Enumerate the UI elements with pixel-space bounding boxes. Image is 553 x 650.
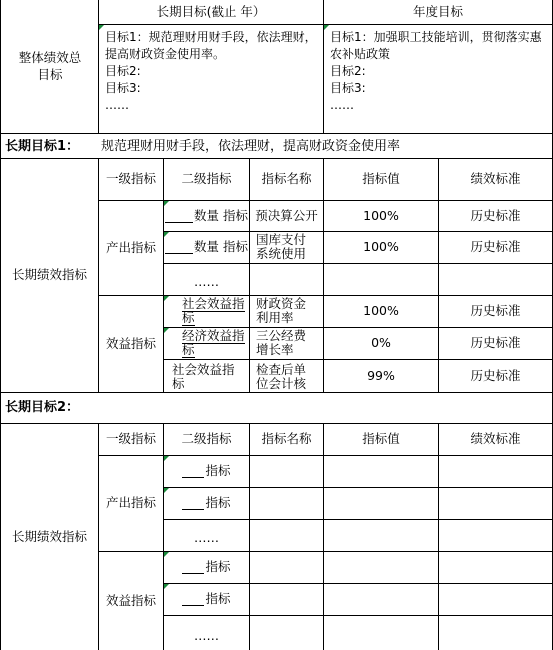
- s1-row5-second-level[interactable]: [163, 328, 249, 360]
- s2-row6-second-level[interactable]: ……: [163, 616, 249, 650]
- s2-row2-name[interactable]: [249, 488, 323, 520]
- long-term-goal-more: ……: [105, 98, 129, 112]
- s2-row2-second-level[interactable]: [163, 488, 249, 520]
- s1-header-indicator-name: 指标名称: [249, 159, 323, 201]
- long-term-goals-cell[interactable]: [98, 25, 323, 133]
- s1-row5-name[interactable]: 三公经费增长率: [249, 328, 323, 360]
- s2-row1-second-level[interactable]: [163, 456, 249, 488]
- blank-underline: [182, 593, 204, 606]
- s2-header-indicator-value: 指标值: [323, 424, 438, 456]
- annual-goal-1: 目标1：加强职工技能培训，贯彻落实惠农补贴政策: [330, 30, 542, 61]
- s1-benefit-indicator-label: 效益指标: [98, 296, 163, 393]
- s1-row2-standard[interactable]: 历史标准: [438, 232, 553, 264]
- s2-row3-name[interactable]: [249, 520, 323, 552]
- s1-header-first-level: 一级指标: [98, 159, 163, 201]
- s2-row5-value[interactable]: [323, 584, 438, 616]
- long-term-goal-header: 长期目标(截止 年）: [98, 0, 323, 25]
- s2-header-second-level: 二级指标: [163, 424, 249, 456]
- s1-row3-second-level[interactable]: ……: [163, 264, 249, 296]
- overall-goal-label: 整体绩效总目标: [18, 50, 82, 82]
- s2-row2-second-text: 指标: [205, 495, 231, 511]
- long-term-goal-1-title: 长期目标1：: [5, 139, 80, 154]
- long-term-goal-3: 目标3:: [105, 81, 141, 95]
- s1-row6-name[interactable]: 检查后单位会计核: [249, 360, 323, 393]
- blank-underline: [182, 497, 204, 510]
- s1-header-second-level: 二级指标: [163, 159, 249, 201]
- s2-row4-second-level[interactable]: [163, 552, 249, 584]
- s1-row1-second-text: 数量 指标: [194, 207, 248, 223]
- s2-row3-value[interactable]: [323, 520, 438, 552]
- annual-goal-3: 目标3:: [330, 81, 366, 95]
- s1-row1-name[interactable]: 预决算公开: [249, 201, 323, 232]
- s1-row3-value[interactable]: [323, 264, 438, 296]
- s1-row2-value[interactable]: 100%: [323, 232, 438, 264]
- s1-row5-standard[interactable]: 历史标准: [438, 328, 553, 360]
- s1-row4-value[interactable]: 100%: [323, 296, 438, 328]
- s2-header-indicator-name: 指标名称: [249, 424, 323, 456]
- s2-row2-standard[interactable]: [438, 488, 553, 520]
- s1-row1-second-level[interactable]: [163, 201, 249, 232]
- section1-side-label: 长期绩效指标: [0, 159, 98, 393]
- s2-row1-standard[interactable]: [438, 456, 553, 488]
- s1-row4-standard[interactable]: 历史标准: [438, 296, 553, 328]
- s2-row6-name[interactable]: [249, 616, 323, 650]
- s1-row3-name[interactable]: [249, 264, 323, 296]
- s2-row1-value[interactable]: [323, 456, 438, 488]
- blank-underline: [165, 210, 193, 223]
- s1-row3-standard[interactable]: [438, 264, 553, 296]
- s1-header-indicator-value: 指标值: [323, 159, 438, 201]
- annual-goal-header: 年度目标: [323, 0, 553, 25]
- s2-row4-name[interactable]: [249, 552, 323, 584]
- blank-underline: [182, 465, 204, 478]
- s1-row6-standard[interactable]: 历史标准: [438, 360, 553, 393]
- s1-row6-value[interactable]: 99%: [323, 360, 438, 393]
- s2-row6-value[interactable]: [323, 616, 438, 650]
- s2-row1-name[interactable]: [249, 456, 323, 488]
- s1-row4-second-text: 社会效益指标: [182, 296, 245, 325]
- annual-goal-more: ……: [330, 98, 354, 112]
- s1-row6-second-level[interactable]: 社会效益指标: [163, 360, 249, 393]
- s1-row4-name[interactable]: 财政资金利用率: [249, 296, 323, 328]
- s1-row1-value[interactable]: 100%: [323, 201, 438, 232]
- s1-row2-name-text: 国库支付系统使用: [256, 232, 307, 261]
- s2-row3-standard[interactable]: [438, 520, 553, 552]
- blank-underline: [182, 561, 204, 574]
- s1-row2-name[interactable]: [249, 232, 323, 264]
- s1-row1-standard[interactable]: 历史标准: [438, 201, 553, 232]
- s2-output-indicator-label: 产出指标: [98, 456, 163, 552]
- s2-header-first-level: 一级指标: [98, 424, 163, 456]
- long-term-goal-2: 目标2:: [105, 64, 141, 78]
- long-term-goal-2-title: 长期目标2：: [5, 400, 80, 415]
- s2-row5-name[interactable]: [249, 584, 323, 616]
- s2-benefit-indicator-label: 效益指标: [98, 552, 163, 650]
- s2-row5-second-text: 指标: [205, 591, 231, 607]
- long-term-goal-1-row: [0, 133, 553, 159]
- long-term-goal-1-description: 规范理财用财手段，依法理财，提高财政资金使用率: [101, 139, 401, 154]
- s1-row4-second-level[interactable]: [163, 296, 249, 328]
- s1-row2-second-level[interactable]: [163, 232, 249, 264]
- s2-header-performance-standard: 绩效标准: [438, 424, 553, 456]
- s2-row4-standard[interactable]: [438, 552, 553, 584]
- annual-goals-cell[interactable]: [323, 25, 553, 133]
- s2-row6-standard[interactable]: [438, 616, 553, 650]
- annual-goal-2: 目标2:: [330, 64, 366, 78]
- s2-row4-value[interactable]: [323, 552, 438, 584]
- s1-row5-value[interactable]: 0%: [323, 328, 438, 360]
- s1-output-indicator-label: 产出指标: [98, 201, 163, 296]
- s2-row4-second-text: 指标: [205, 559, 231, 575]
- s1-row2-second-text: 数量 指标: [194, 239, 248, 255]
- s2-row5-second-level[interactable]: [163, 584, 249, 616]
- s1-header-performance-standard: 绩效标准: [438, 159, 553, 201]
- s2-row3-second-level[interactable]: ……: [163, 520, 249, 552]
- s2-row2-value[interactable]: [323, 488, 438, 520]
- overall-goal-label-cell: [0, 0, 98, 133]
- blank-underline: [165, 241, 193, 254]
- s1-row5-second-text: 经济效益指标: [182, 328, 245, 357]
- long-term-goal-2-row: [0, 393, 553, 424]
- long-term-goal-1: 目标1：规范理财用财手段，依法理财，提高财政资金使用率。: [105, 30, 317, 61]
- s2-row1-second-text: 指标: [205, 463, 231, 479]
- section2-side-label: 长期绩效指标: [0, 424, 98, 650]
- s2-row5-standard[interactable]: [438, 584, 553, 616]
